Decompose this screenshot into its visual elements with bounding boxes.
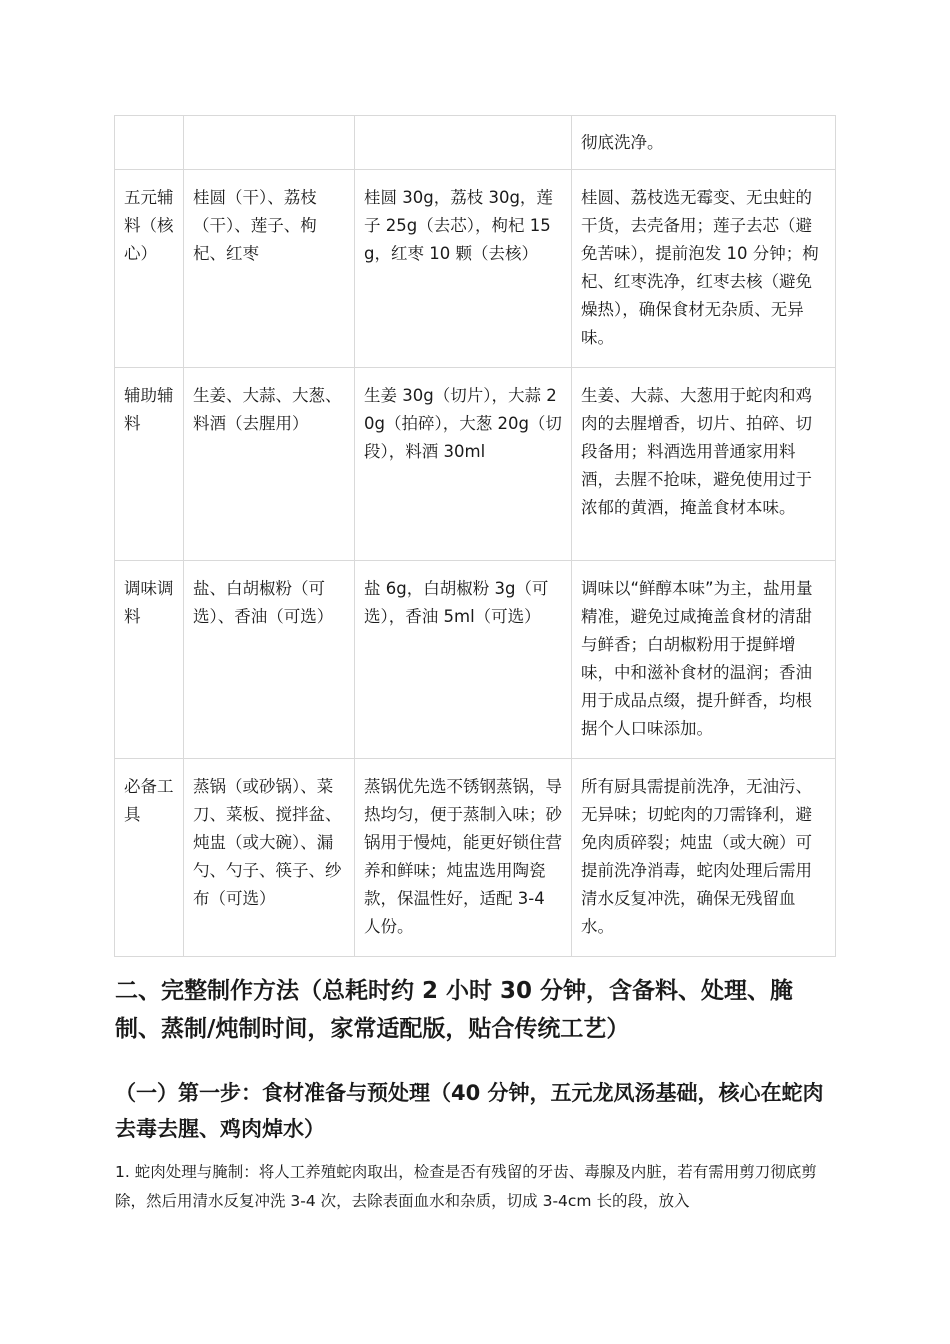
step-heading: （一）第一步：食材准备与预处理（40 分钟，五元龙凤汤基础，核心在蛇肉去毒去腥、鸡肉焯水） xyxy=(115,1081,824,1141)
cell-text: 生姜、大蒜、大葱用于蛇肉和鸡肉的去腥增香，切片、拍碎、切段备用；料酒选用普通家用料酒，去腥不抢味，避免使用过于浓郁的黄酒，掩盖食材本味。 xyxy=(581,386,812,517)
cell-text: 桂圆、荔枝选无霉变、无虫蛀的干货，去壳备用；莲子去芯（避免苦味），提前泡发 10 分钟；枸杞、红枣洗净，红枣去核（避免燥热），确保食材无杂质、无异味。 xyxy=(581,188,819,347)
table-row xyxy=(115,561,836,759)
table-cell-category xyxy=(115,561,184,759)
table-cell-notes xyxy=(572,561,836,759)
table-row xyxy=(115,759,836,957)
table-cell-items xyxy=(184,368,355,561)
cell-text: 生姜 30g（切片），大蒜 20g（拍碎），大葱 20g（切段），料酒 30ml xyxy=(364,386,562,461)
step-paragraph: 1. 蛇肉处理与腌制：将人工养殖蛇肉取出，检查是否有残留的牙齿、毒腺及内脏，若有需用剪刀彻底剪除，然后用清水反复冲洗 3-4 次，去除表面血水和杂质，切成 3-4cm 长的段，放入 xyxy=(115,1163,817,1210)
cell-text: 所有厨具需提前洗净，无油污、无异味；切蛇肉的刀需锋利，避免肉质碎裂；炖盅（或大碗）可提前洗净消毒，蛇肉处理后需用清水反复冲洗，确保无残留血水。 xyxy=(581,777,812,936)
table-cell-category xyxy=(115,116,184,170)
cell-text: 盐 6g，白胡椒粉 3g（可选），香油 5ml（可选） xyxy=(364,579,549,626)
cell-text: 生姜、大蒜、大葱、料酒（去腥用） xyxy=(193,386,342,433)
table-cell-amount xyxy=(355,561,572,759)
table-cell-amount xyxy=(355,759,572,957)
table-cell-items xyxy=(184,561,355,759)
table-cell-items xyxy=(184,170,355,368)
cell-text: 辅助辅料 xyxy=(124,386,174,433)
table-row xyxy=(115,170,836,368)
ingredients-table xyxy=(114,115,836,957)
table-row xyxy=(115,116,836,170)
table-cell-amount xyxy=(355,368,572,561)
table-row xyxy=(115,368,836,561)
table-cell-amount xyxy=(355,116,572,170)
cell-text: 调味调料 xyxy=(124,579,174,626)
cell-text: 彻底洗净。 xyxy=(581,133,664,152)
cell-text: 必备工具 xyxy=(124,777,174,824)
table-cell-notes xyxy=(572,170,836,368)
table-cell-amount xyxy=(355,170,572,368)
cell-text: 蒸锅（或砂锅）、菜刀、菜板、搅拌盆、炖盅（或大碗）、漏勺、勺子、筷子、纱布（可选） xyxy=(193,777,342,908)
table-cell-category xyxy=(115,170,184,368)
section-heading: 二、完整制作方法（总耗时约 2 小时 30 分钟，含备料、处理、腌制、蒸制/炖制时间，家常适配版，贴合传统工艺） xyxy=(115,978,794,1042)
table-cell-notes xyxy=(572,759,836,957)
table-cell-notes xyxy=(572,368,836,561)
table-cell-category xyxy=(115,759,184,957)
table-cell-notes xyxy=(572,116,836,170)
table-cell-category xyxy=(115,368,184,561)
cell-text: 桂圆（干）、荔枝（干）、莲子、枸杞、红枣 xyxy=(193,188,317,263)
cell-text: 蒸锅优先选不锈钢蒸锅，导热均匀，便于蒸制入味；砂锅用于慢炖，能更好锁住营养和鲜味；炖盅选用陶瓷款，保温性好，适配 3-4 人份。 xyxy=(364,777,562,936)
cell-text: 调味以“鲜醇本味”为主，盐用量精准，避免过咸掩盖食材的清甜与鲜香；白胡椒粉用于提鲜增味，中和滋补食材的温润；香油用于成品点缀，提升鲜香，均根据个人口味添加。 xyxy=(581,579,813,738)
cell-text: 盐、白胡椒粉（可选）、香油（可选） xyxy=(193,579,334,626)
cell-text: 五元辅料（核心） xyxy=(124,188,174,263)
cell-text: 桂圆 30g，荔枝 30g，莲子 25g（去芯），枸杞 15g，红枣 10 颗（去核） xyxy=(364,188,553,263)
table-cell-items xyxy=(184,116,355,170)
table-cell-items xyxy=(184,759,355,957)
